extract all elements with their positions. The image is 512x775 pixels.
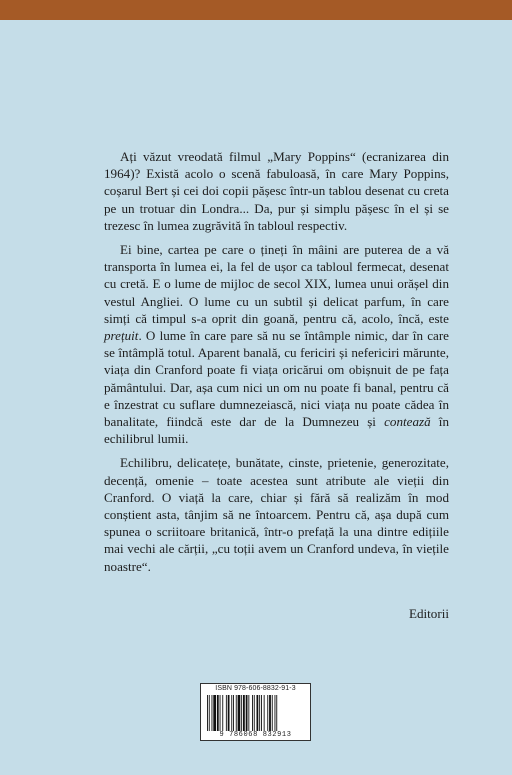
emphasis-pretuit: prețuit (104, 328, 139, 344)
barcode-bar (275, 695, 276, 731)
barcode-digits: 9 786068 832913 (219, 731, 292, 739)
barcode-bars (207, 695, 306, 731)
barcode-bar (254, 695, 255, 731)
barcode-bar (267, 695, 268, 731)
paragraph-2-part-a: Ei bine, cartea pe care o țineți în mâini are puterea de a vă transporta în lumea ei, la fel de ușor ca tabloul fermecat, desenat cu cretă. E o lume de mijloc de secol XIX, lumea unui orășel din vestul Angliei. O lume cu un subtil și delicat parfum, în care simți că timpul s-a oprit din goană, pentru că, acolo, încă, este (104, 242, 449, 326)
barcode-bar (241, 695, 242, 731)
barcode-bar (228, 695, 230, 731)
barcode-bar (213, 695, 216, 731)
paragraph-3: Echilibru, delicatețe, bunătate, cinste, prietenie, generozitate, decență, omenie – toate acestea sunt atribute ale vieții din Cranford. O viață la care, chiar și fără să realizăm în mod conștient asta, tânjim să ne întoarcem. Pentru că, așa după cum spunea o scriitoare britanică, într-o prefață la una dintre edițiile mai vechi ale cărții, „cu toții avem un Cranford undeva, în viețile noastre“. (104, 455, 449, 574)
barcode-bar (269, 695, 271, 731)
barcode-bar (246, 695, 248, 731)
barcode-bar (233, 695, 234, 731)
paragraph-1: Ați văzut vreodată filmul „Mary Poppins“ (ecranizarea din 1964)? Există acolo o scenă fabuloasă, în care Mary Poppins, coșarul Bert și cei doi copii pășesc într-un tablou desenat cu creta pe un trotuar din Londra... Da, pur și simplu pășesc în el și se trezesc în lumea zugrăvită în tabloul respectiv. (104, 149, 449, 233)
barcode-bar (217, 695, 219, 731)
barcode-bar (231, 695, 232, 731)
barcode-bar (238, 695, 241, 731)
barcode-bar (264, 695, 265, 731)
barcode-bar (209, 695, 210, 731)
isbn-number: ISBN 978-606-8832-91-3 (215, 685, 296, 692)
barcode-bar (276, 695, 277, 731)
emphasis-conteaza: contează (384, 414, 431, 430)
barcode-bar (212, 695, 213, 731)
barcode-bar (272, 695, 273, 731)
barcode-bar (220, 695, 221, 731)
barcode-bar (261, 695, 262, 731)
paragraph-2-part-b: . O lume în care pare să nu se întâmple nimic, dar în care se întâmplă totul. Aparent banală, cu fericiri și nefericiri mărunte, viața din Cranford poate fi viața oricărui om obișnuit de pe fața pământului. Dar, așa cum nici un om nu poate fi banal, pentru că e înzestrat cu suflare dumnezeiască, nici viața nu poate cădea în banalitate, fiindcă este dar de la Dumnezeu și (104, 328, 449, 430)
barcode-bar (248, 695, 249, 731)
top-color-band (0, 0, 512, 20)
signature: Editorii (408, 606, 449, 621)
barcode-bar (243, 695, 245, 731)
barcode-bar (236, 695, 237, 731)
barcode-bar (226, 695, 227, 731)
barcode-bar (259, 695, 260, 731)
back-cover-text (104, 148, 449, 582)
barcode-bar (257, 695, 259, 731)
paragraph-2 (104, 241, 449, 447)
isbn-barcode (200, 683, 311, 741)
barcode-bar (207, 695, 208, 731)
paragraph-2-part-c: în echilibrul lumii. (104, 414, 449, 447)
barcode-bar (252, 695, 253, 731)
barcode-bar (222, 695, 223, 731)
